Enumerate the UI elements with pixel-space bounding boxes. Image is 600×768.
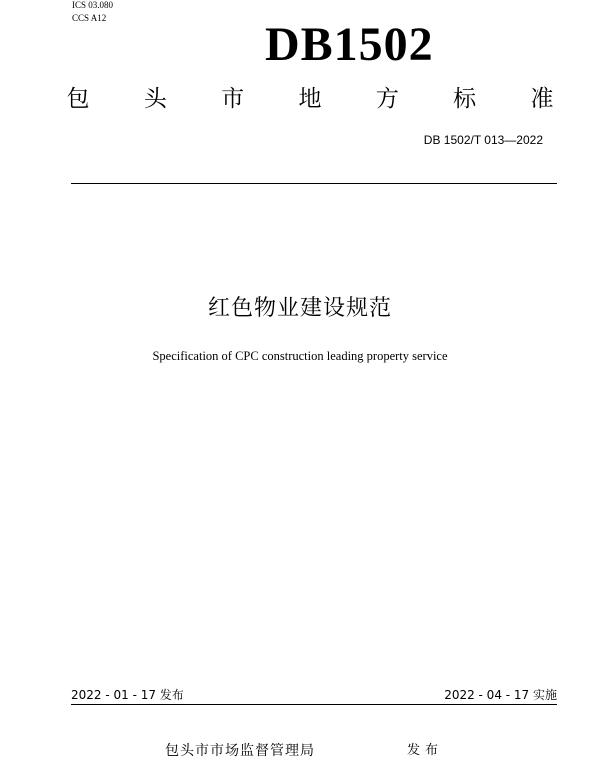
top-divider — [71, 183, 557, 184]
document-title-chinese: 红色物业建设规范 — [207, 296, 392, 321]
implementation-date: 2022 - 04 - 17 实施 — [444, 688, 557, 702]
standard-kind-char: 标 — [453, 86, 477, 112]
issuer-name: 包头市市场监督管理局 — [165, 743, 315, 759]
document-title-english: Specification of CPC construction leading property service — [152, 349, 448, 363]
standard-kind-char: 方 — [375, 86, 399, 112]
standard-kind-char: 准 — [530, 86, 554, 112]
standard-kind — [60, 84, 560, 114]
db-code-heading: DB1502 — [265, 18, 434, 71]
bottom-divider — [71, 704, 557, 705]
standard-number: DB 1502/T 013—2022 — [423, 133, 543, 147]
standard-kind-char: 头 — [143, 86, 167, 112]
issue-date: 2022 - 01 - 17 发布 — [71, 688, 184, 702]
standard-kind-char: 市 — [221, 86, 245, 112]
ics-code: ICS 03.080 — [72, 0, 114, 10]
issuer-action: 发布 — [407, 743, 444, 758]
standard-kind-char: 包 — [66, 86, 90, 112]
standard-kind-char: 地 — [298, 86, 322, 112]
ccs-code: CCS A12 — [72, 13, 107, 23]
